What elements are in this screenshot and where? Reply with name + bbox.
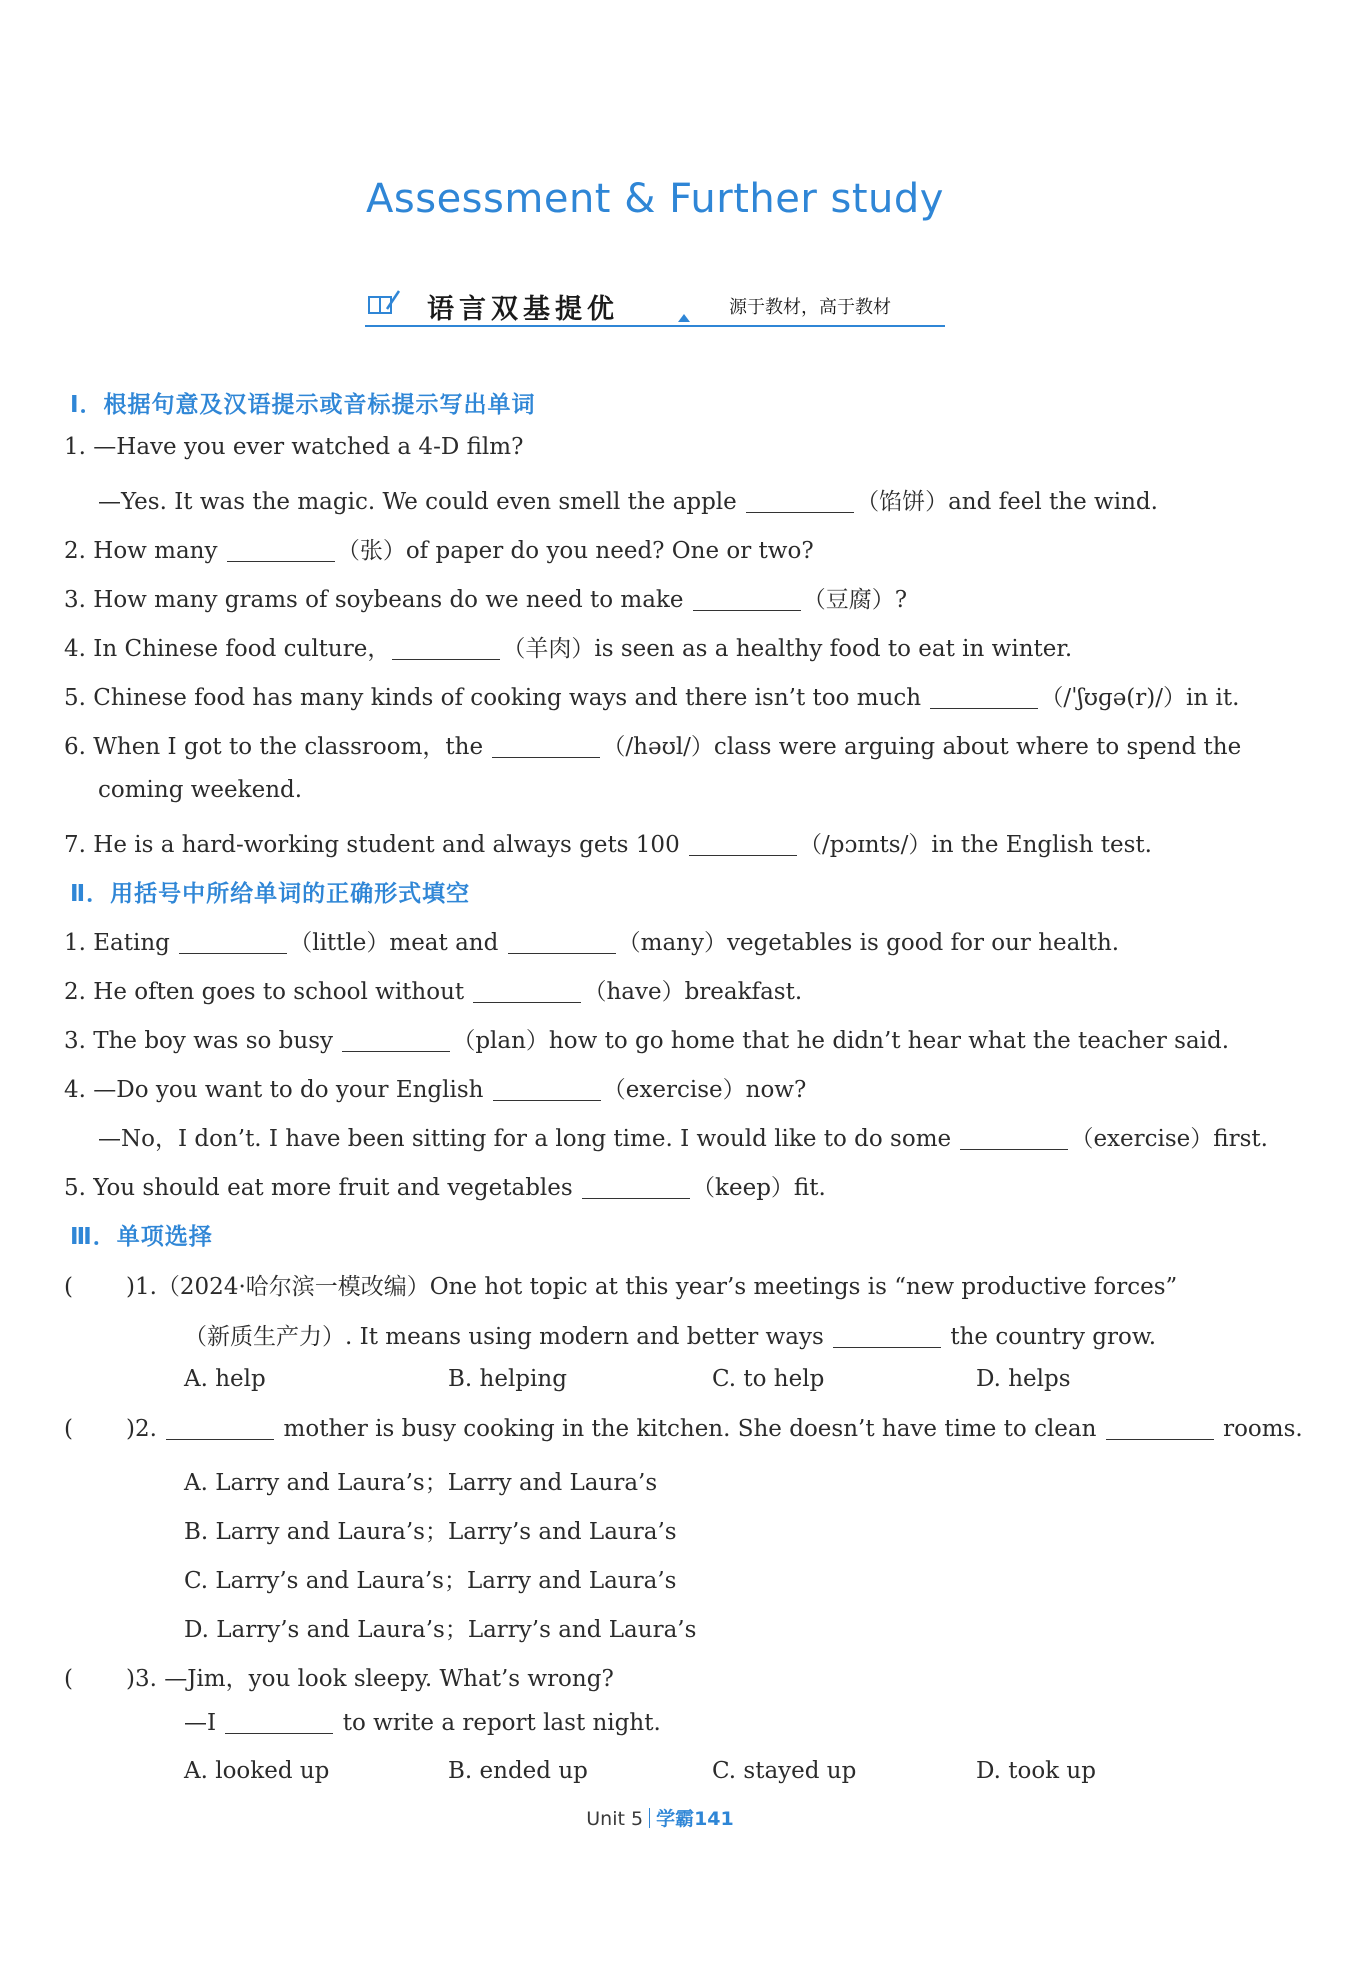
- s3-q1-line1: [64, 1268, 1310, 1301]
- text: （exercise）now?: [602, 1077, 807, 1103]
- text: （/pɔɪnts/）in the English test.: [799, 832, 1152, 858]
- answer-blank[interactable]: [227, 537, 335, 562]
- text: 5. Chinese food has many kinds of cooking ways and there isn’t too much: [64, 685, 922, 711]
- option-a[interactable]: A. looked up: [184, 1758, 330, 1784]
- text: —I: [184, 1710, 217, 1736]
- text: )2.: [126, 1416, 157, 1442]
- option-d[interactable]: D. helps: [976, 1366, 1071, 1392]
- page-title: Assessment & Further study: [366, 176, 944, 222]
- s2-q4-line2: [98, 1120, 1310, 1153]
- text: （馅饼）and feel the wind.: [856, 489, 1158, 515]
- section-banner: [365, 283, 945, 327]
- answer-blank[interactable]: [179, 929, 287, 954]
- text: 2. He often goes to school without: [64, 979, 465, 1005]
- s1-q2: [64, 532, 1310, 565]
- s1-q6-cont: coming weekend.: [98, 777, 303, 803]
- text: （have）breakfast.: [583, 979, 803, 1005]
- answer-blank[interactable]: [166, 1415, 274, 1440]
- option-b[interactable]: B. helping: [448, 1366, 567, 1392]
- s1-q6: [64, 728, 1310, 761]
- text: 2. How many: [64, 538, 218, 564]
- text: 3. How many grams of soybeans do we need to make: [64, 587, 684, 613]
- text: )3. —Jim，you look sleepy. What’s wrong?: [126, 1666, 614, 1692]
- text: 5. You should eat more fruit and vegetables: [64, 1175, 573, 1201]
- text: rooms.: [1223, 1416, 1303, 1442]
- option-a[interactable]: A. help: [184, 1366, 266, 1392]
- text: （羊肉）is seen as a healthy food to eat in winter.: [502, 636, 1073, 662]
- s1-q7: [64, 826, 1310, 859]
- answer-blank[interactable]: [492, 733, 600, 758]
- text: （/həʊl/）class were arguing about where to spend the: [602, 734, 1242, 760]
- text: （新质生产力）. It means using modern and better ways: [184, 1324, 824, 1350]
- page-footer: [0, 1804, 1320, 1831]
- option-b[interactable]: B. Larry and Laura’s；Larry’s and Laura’s: [184, 1519, 677, 1545]
- answer-blank[interactable]: [960, 1125, 1068, 1150]
- text: 4. —Do you want to do your English: [64, 1077, 484, 1103]
- text: （张）of paper do you need? One or two?: [336, 538, 814, 564]
- triangle-marker-icon: [678, 314, 690, 322]
- text: （many）vegetables is good for our health.: [617, 930, 1120, 956]
- s2-q2: [64, 973, 1310, 1006]
- answer-blank[interactable]: [225, 1709, 333, 1734]
- answer-blank[interactable]: [342, 1027, 450, 1052]
- option-b[interactable]: B. ended up: [448, 1758, 588, 1784]
- option-d[interactable]: D. Larry’s and Laura’s；Larry’s and Laura’s: [184, 1617, 697, 1643]
- banner-subtitle: 源于教材，高于教材: [729, 297, 891, 318]
- text: mother is busy cooking in the kitchen. She doesn’t have time to clean: [283, 1416, 1097, 1442]
- answer-blank[interactable]: [1106, 1415, 1214, 1440]
- answer-paren[interactable]: (: [64, 1274, 73, 1300]
- text: （little）meat and: [289, 930, 499, 956]
- text: to write a report last night.: [342, 1710, 661, 1736]
- s1-q4: [64, 630, 1310, 663]
- text: 6. When I got to the classroom，the: [64, 734, 484, 760]
- s1-q3: [64, 581, 1310, 614]
- book-pen-icon: [367, 289, 401, 317]
- s2-q3: [64, 1022, 1310, 1055]
- text: （plan）how to go home that he didn’t hear what the teacher said.: [452, 1028, 1230, 1054]
- answer-blank[interactable]: [392, 635, 500, 660]
- text: )1.（2024·哈尔滨一模改编）One hot topic at this year’s meetings is “new productive forces”: [126, 1274, 1178, 1300]
- answer-blank[interactable]: [746, 488, 854, 513]
- text: （exercise）first.: [1070, 1126, 1268, 1152]
- answer-blank[interactable]: [689, 831, 797, 856]
- answer-blank[interactable]: [582, 1174, 690, 1199]
- answer-blank[interactable]: [473, 978, 581, 1003]
- section-3-heading: Ⅲ．单项选择: [70, 1224, 213, 1250]
- s3-q2-line1: [64, 1415, 1310, 1442]
- s1-q5: [64, 679, 1310, 712]
- section-1-heading: Ⅰ．根据句意及汉语提示或音标提示写出单词: [70, 392, 536, 418]
- text: 1. Eating: [64, 930, 170, 956]
- option-a[interactable]: A. Larry and Laura’s；Larry and Laura’s: [184, 1470, 658, 1496]
- answer-blank[interactable]: [508, 929, 616, 954]
- s3-q1-options: [184, 1366, 1310, 1392]
- answer-blank[interactable]: [493, 1076, 601, 1101]
- text: （/ˈʃʊɡə(r)/）in it.: [1040, 685, 1240, 711]
- s1-q1-line1: 1. —Have you ever watched a 4-D film?: [64, 434, 524, 460]
- option-d[interactable]: D. took up: [976, 1758, 1096, 1784]
- s3-q3-line1: [64, 1660, 1310, 1693]
- text: —No，I don’t. I have been sitting for a long time. I would like to do some: [98, 1126, 952, 1152]
- s3-q1-line2: [184, 1318, 1310, 1351]
- option-c[interactable]: C. Larry’s and Laura’s；Larry and Laura’s: [184, 1568, 677, 1594]
- banner-title: 语言双基提优: [427, 294, 619, 325]
- s2-q1: [64, 924, 1310, 957]
- text: 4. In Chinese food culture，: [64, 636, 391, 662]
- text: —Yes. It was the magic. We could even smell the apple: [98, 489, 737, 515]
- text: 3. The boy was so busy: [64, 1028, 334, 1054]
- text: （豆腐）?: [802, 587, 908, 613]
- answer-blank[interactable]: [693, 586, 801, 611]
- text: （keep）fit.: [692, 1175, 826, 1201]
- unit-label: Unit 5: [586, 1808, 644, 1830]
- page-number: 141: [694, 1808, 734, 1830]
- s3-q3-line2: [184, 1709, 1310, 1736]
- s3-q3-options: [184, 1758, 1310, 1784]
- brand-label: 学霸: [656, 1808, 695, 1830]
- answer-paren[interactable]: (: [64, 1416, 73, 1442]
- text: the country grow.: [950, 1324, 1157, 1350]
- s1-q1-line2: [98, 483, 1310, 516]
- option-c[interactable]: C. stayed up: [712, 1758, 857, 1784]
- answer-blank[interactable]: [833, 1323, 941, 1348]
- footer-divider: [649, 1808, 650, 1828]
- answer-paren[interactable]: (: [64, 1666, 73, 1692]
- option-c[interactable]: C. to help: [712, 1366, 825, 1392]
- answer-blank[interactable]: [930, 684, 1038, 709]
- text: 7. He is a hard-working student and always gets 100: [64, 832, 680, 858]
- s2-q4-line1: [64, 1071, 1310, 1104]
- s2-q5: [64, 1169, 1310, 1202]
- section-2-heading: Ⅱ．用括号中所给单词的正确形式填空: [70, 881, 471, 907]
